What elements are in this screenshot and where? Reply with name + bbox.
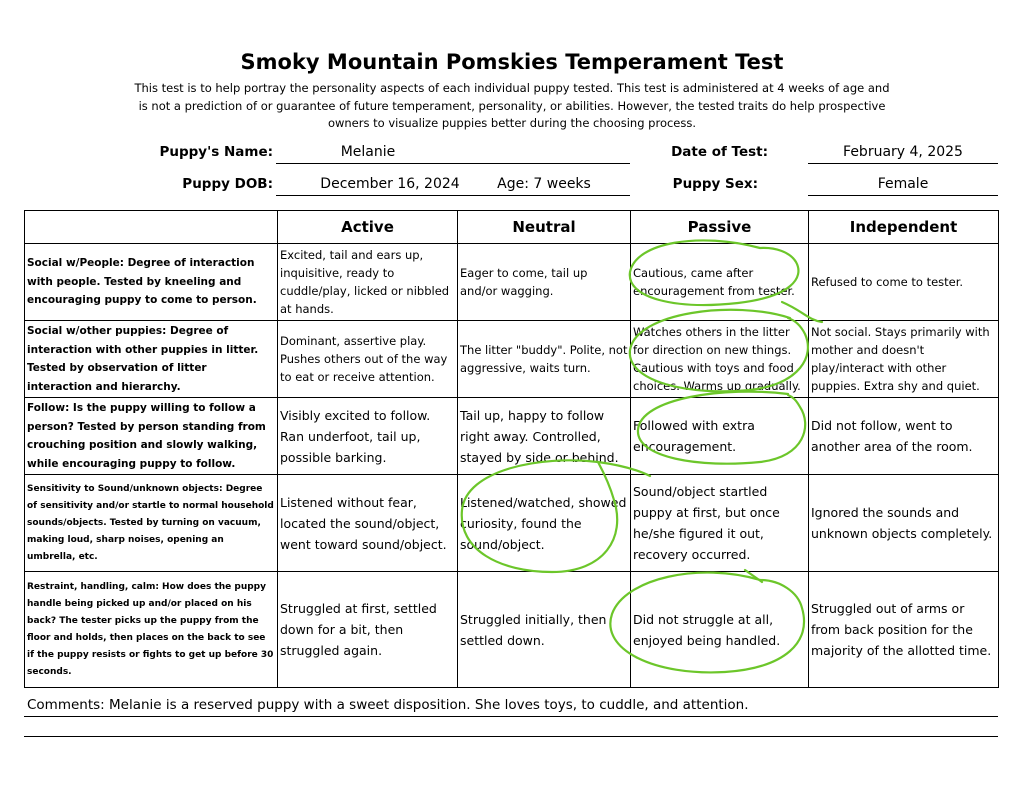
header-passive: Passive [631,211,809,244]
form-title: Smoky Mountain Pomskies Temperament Test [240,50,784,74]
form-intro: This test is to help portray the personality aspects of each individual puppy tested. This test is administered at 4 weeks of age and is not a prediction of or guarantee of future temperament, personality, or abilities. However, the tested traits do help prospective owners to visualize puppies better during the choosing process. [134,81,890,130]
passive-cell: Followed with extra encouragement. [631,398,809,475]
independent-cell: Not social. Stays primarily with mother and doesn't play/interact with other puppies. Extra shy and quiet. [809,321,999,398]
independent-cell: Refused to come to tester. [809,244,999,321]
header-neutral: Neutral [458,211,631,244]
comments-line-2 [24,736,998,737]
puppy-sex-value: Female [877,176,929,192]
puppy-dob-label: Puppy DOB: [182,176,273,192]
independent-cell: Did not follow, went to another area of the room. [809,398,999,475]
table-row [25,321,999,398]
criterion-cell: Follow: Is the puppy willing to follow a person? Tested by person standing from crouching position and slowly walking, while encouraging puppy to follow. [25,398,278,475]
table-row [25,475,999,572]
criteria-header [25,211,278,244]
puppy-sex-line [808,195,998,196]
passive-cell: Did not struggle at all, enjoyed being handled. [631,572,809,688]
puppy-dob-line [276,195,630,196]
independent-cell: Struggled out of arms or from back position for the majority of the allotted time. [809,572,999,688]
puppy-name-line [276,163,630,164]
neutral-cell: The litter "buddy". Polite, not aggressive, waits turn. [458,321,631,398]
active-cell: Struggled at first, settled down for a bit, then struggled again. [278,572,458,688]
test-date-label: Date of Test: [671,144,768,160]
active-cell: Dominant, assertive play. Pushes others out of the way to eat or receive attention. [278,321,458,398]
passive-cell: Cautious, came after encouragement from tester. [631,244,809,321]
active-cell: Listened without fear, located the sound/object, went toward sound/object. [278,475,458,572]
header-independent: Independent [809,211,999,244]
table-header-row [25,211,999,244]
active-cell: Excited, tail and ears up, inquisitive, ready to cuddle/play, licked or nibbled at hands. [278,244,458,321]
puppy-sex-label: Puppy Sex: [672,176,758,192]
puppy-name-label: Puppy's Name: [159,144,273,160]
active-cell: Visibly excited to follow. Ran underfoot, tail up, possible barking. [278,398,458,475]
puppy-dob-value: December 16, 2024 [320,176,460,192]
passive-cell: Sound/object startled puppy at first, but once he/she figured it out, recovery occurred. [631,475,809,572]
table-row [25,398,999,475]
criterion-cell: Restraint, handling, calm: How does the puppy handle being picked up and/or placed on his back? The tester picks up the puppy from the floor and holds, then places on the back to see if the puppy resists or fights to get up before 30 seconds. [25,572,278,688]
test-date-value: February 4, 2025 [843,144,963,160]
temperament-table [24,210,999,688]
header-active: Active [278,211,458,244]
comments-line-1 [24,716,998,717]
neutral-cell: Eager to come, tail up and/or wagging. [458,244,631,321]
neutral-cell: Struggled initially, then settled down. [458,572,631,688]
independent-cell: Ignored the sounds and unknown objects completely. [809,475,999,572]
table-row [25,244,999,321]
comments-text: Comments: Melanie is a reserved puppy with a sweet disposition. She loves toys, to cuddle, and attention. [27,697,749,713]
table-row [25,572,999,688]
test-date-line [808,163,998,164]
neutral-cell: Tail up, happy to follow right away. Controlled, stayed by side or behind. [458,398,631,475]
criterion-cell: Social w/other puppies: Degree of interaction with other puppies in litter. Tested by observation of litter interaction and hierarchy. [25,321,278,398]
puppy-name-value: Melanie [340,144,396,160]
criterion-cell: Sensitivity to Sound/unknown objects: Degree of sensitivity and/or startle to normal household sounds/objects. Tested by turning on vacuum, making loud, sharp noises, opening an umbrella, etc. [25,475,278,572]
criterion-cell: Social w/People: Degree of interaction with people. Tested by kneeling and encouraging puppy to come to person. [25,244,278,321]
passive-cell: Watches others in the litter for direction on new things. Cautious with toys and food choices. Warms up gradually. [631,321,809,398]
puppy-age-value: Age: 7 weeks [497,176,591,192]
neutral-cell: Listened/watched, showed curiosity, found the sound/object. [458,475,631,572]
